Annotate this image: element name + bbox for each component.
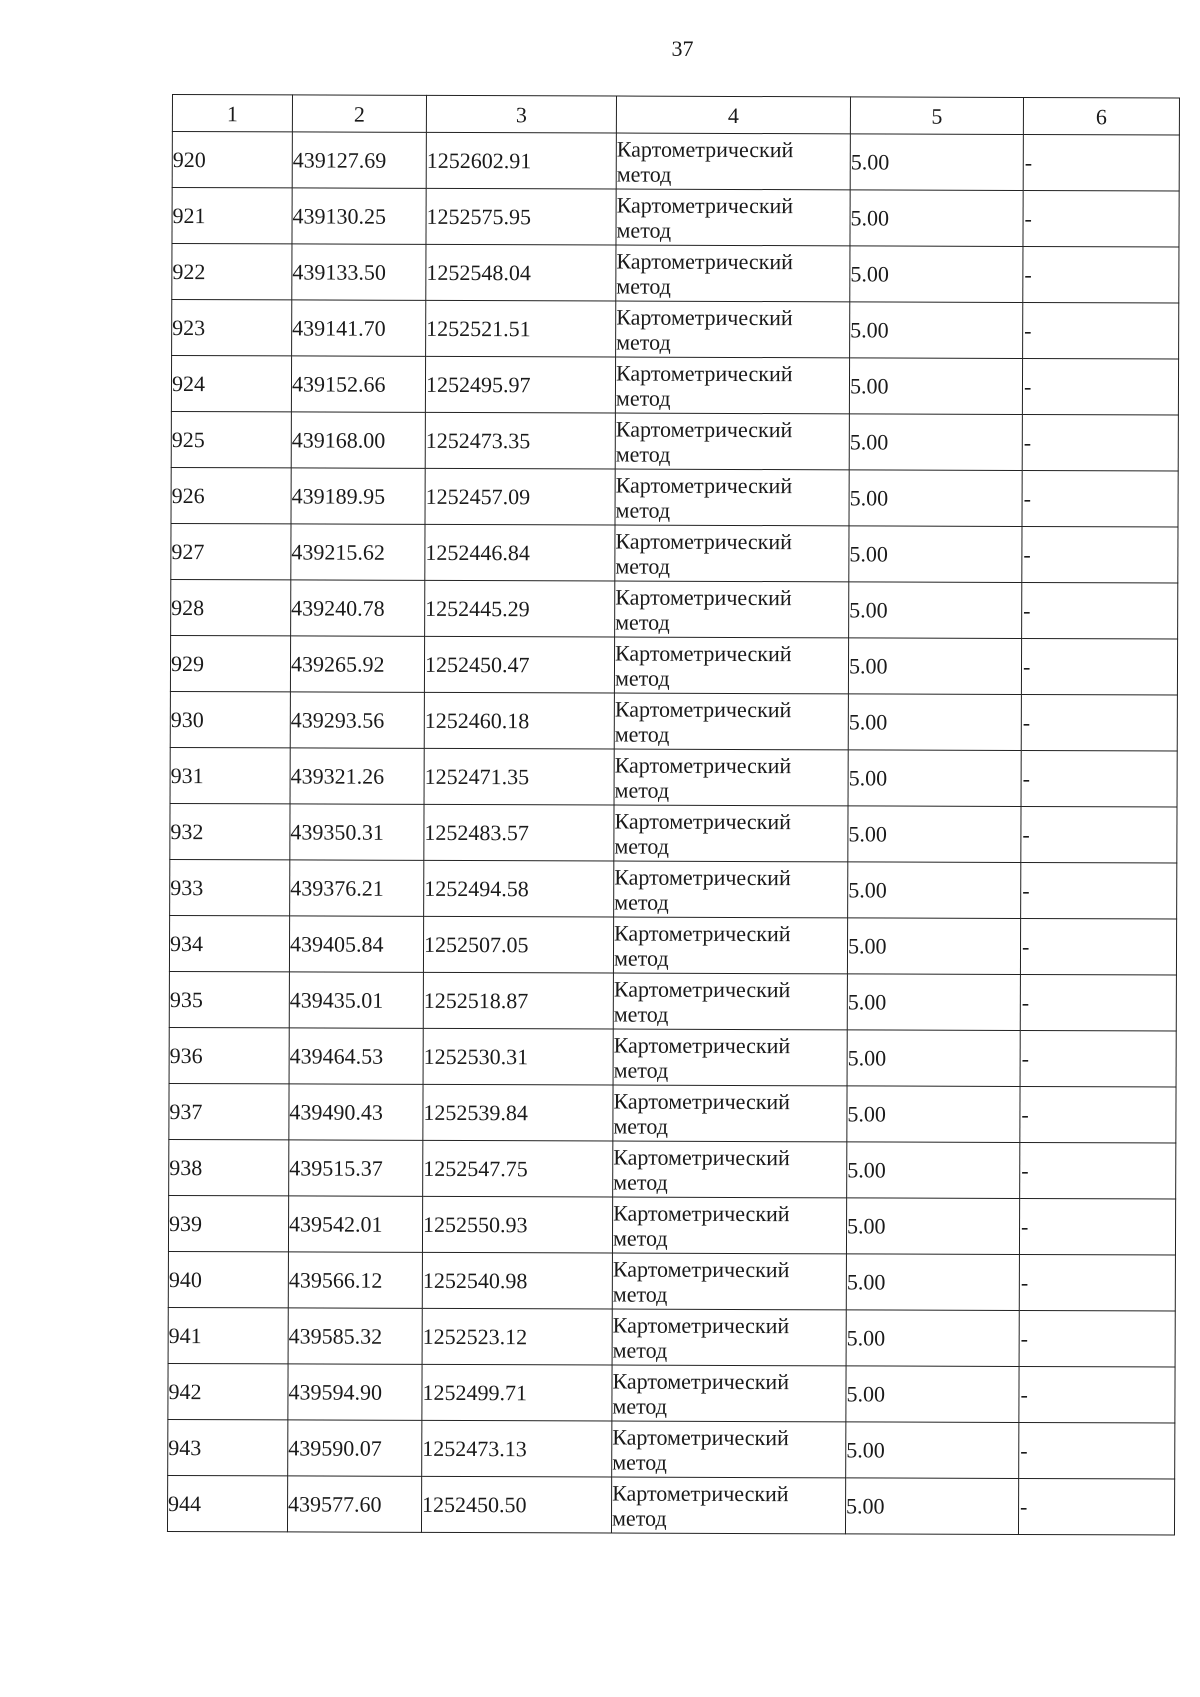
table-row bbox=[171, 523, 1178, 583]
accuracy-cell: 5.00 bbox=[848, 862, 1021, 919]
table-row bbox=[171, 467, 1178, 527]
table-row bbox=[171, 411, 1178, 471]
accuracy-cell: 5.00 bbox=[849, 526, 1022, 583]
table-row bbox=[168, 1307, 1175, 1367]
accuracy-cell: 5.00 bbox=[849, 358, 1022, 415]
note-cell: - bbox=[1019, 1310, 1175, 1367]
y-coordinate-cell: 1252471.35 bbox=[424, 748, 614, 805]
accuracy-cell: 5.00 bbox=[850, 190, 1023, 247]
note-cell: - bbox=[1022, 470, 1178, 527]
table-row bbox=[170, 803, 1177, 863]
note-cell: - bbox=[1020, 974, 1176, 1031]
note-cell: - bbox=[1021, 862, 1177, 919]
x-coordinate-cell: 439350.31 bbox=[290, 804, 424, 860]
y-coordinate-cell: 1252494.58 bbox=[424, 860, 614, 917]
y-coordinate-cell: 1252539.84 bbox=[423, 1084, 613, 1141]
note-cell: - bbox=[1022, 582, 1178, 639]
y-coordinate-cell: 1252550.93 bbox=[422, 1196, 612, 1253]
note-cell: - bbox=[1023, 302, 1179, 359]
note-cell: - bbox=[1022, 526, 1178, 583]
table-row bbox=[170, 859, 1177, 919]
point-number-cell: 936 bbox=[169, 1027, 289, 1083]
x-coordinate-cell: 439152.66 bbox=[291, 356, 425, 412]
y-coordinate-cell: 1252473.13 bbox=[422, 1420, 612, 1477]
table-row bbox=[172, 188, 1179, 248]
accuracy-cell: 5.00 bbox=[846, 1254, 1019, 1311]
x-coordinate-cell: 439293.56 bbox=[290, 692, 424, 748]
x-coordinate-cell: 439566.12 bbox=[288, 1252, 422, 1308]
table-row bbox=[172, 300, 1179, 360]
method-cell: Картометрический метод bbox=[613, 1029, 847, 1086]
y-coordinate-cell: 1252507.05 bbox=[423, 916, 613, 973]
note-cell: - bbox=[1021, 638, 1177, 695]
note-cell: - bbox=[1023, 246, 1179, 303]
table-row bbox=[167, 1475, 1174, 1535]
table-row bbox=[170, 635, 1177, 695]
x-coordinate-cell: 439590.07 bbox=[288, 1420, 422, 1476]
accuracy-cell: 5.00 bbox=[847, 918, 1020, 975]
point-number-cell: 944 bbox=[167, 1475, 287, 1531]
accuracy-cell: 5.00 bbox=[850, 302, 1023, 359]
method-cell: Картометрический метод bbox=[614, 637, 848, 694]
note-cell: - bbox=[1021, 806, 1177, 863]
x-coordinate-cell: 439542.01 bbox=[288, 1196, 422, 1252]
accuracy-cell: 5.00 bbox=[847, 1086, 1020, 1143]
point-number-cell: 939 bbox=[168, 1195, 288, 1251]
method-cell: Картометрический метод bbox=[614, 861, 848, 918]
point-number-cell: 929 bbox=[170, 635, 290, 691]
accuracy-cell: 5.00 bbox=[850, 246, 1023, 303]
table-row bbox=[169, 1139, 1176, 1199]
table-row bbox=[169, 1083, 1176, 1143]
note-cell: - bbox=[1018, 1478, 1174, 1535]
note-cell: - bbox=[1021, 694, 1177, 751]
x-coordinate-cell: 439215.62 bbox=[291, 524, 425, 580]
point-number-cell: 922 bbox=[172, 244, 292, 300]
y-coordinate-cell: 1252530.31 bbox=[423, 1028, 613, 1085]
note-cell: - bbox=[1020, 918, 1176, 975]
point-number-cell: 925 bbox=[171, 411, 291, 467]
method-cell: Картометрический метод bbox=[613, 1085, 847, 1142]
note-cell: - bbox=[1019, 1422, 1175, 1479]
method-cell: Картометрический метод bbox=[613, 973, 847, 1030]
method-cell: Картометрический метод bbox=[615, 525, 849, 582]
point-number-cell: 935 bbox=[169, 971, 289, 1027]
table-row bbox=[171, 356, 1178, 416]
point-number-cell: 934 bbox=[169, 915, 289, 971]
table-row bbox=[172, 244, 1179, 304]
x-coordinate-cell: 439141.70 bbox=[292, 300, 426, 356]
table-row bbox=[169, 1027, 1176, 1087]
accuracy-cell: 5.00 bbox=[849, 470, 1022, 527]
point-number-cell: 927 bbox=[171, 523, 291, 579]
table-row bbox=[169, 915, 1176, 975]
method-cell: Картометрический метод bbox=[611, 1477, 845, 1534]
point-number-cell: 932 bbox=[170, 803, 290, 859]
point-number-cell: 940 bbox=[168, 1251, 288, 1307]
accuracy-cell: 5.00 bbox=[847, 1142, 1020, 1199]
note-cell: - bbox=[1021, 750, 1177, 807]
x-coordinate-cell: 439133.50 bbox=[292, 244, 426, 300]
method-cell: Картометрический метод bbox=[612, 1421, 846, 1478]
accuracy-cell: 5.00 bbox=[847, 974, 1020, 1031]
x-coordinate-cell: 439376.21 bbox=[290, 860, 424, 916]
x-coordinate-cell: 439321.26 bbox=[290, 748, 424, 804]
point-number-cell: 933 bbox=[170, 859, 290, 915]
y-coordinate-cell: 1252540.98 bbox=[422, 1252, 612, 1309]
method-cell: Картометрический метод bbox=[615, 581, 849, 638]
method-cell: Картометрический метод bbox=[613, 1141, 847, 1198]
x-coordinate-cell: 439464.53 bbox=[289, 1028, 423, 1084]
column-header-3: 3 bbox=[426, 95, 616, 133]
x-coordinate-cell: 439490.43 bbox=[289, 1084, 423, 1140]
table-row bbox=[168, 1251, 1175, 1311]
x-coordinate-cell: 439127.69 bbox=[292, 132, 426, 188]
table-row bbox=[168, 1419, 1175, 1479]
x-coordinate-cell: 439130.25 bbox=[292, 188, 426, 244]
page-number: 37 bbox=[671, 36, 694, 61]
accuracy-cell: 5.00 bbox=[848, 638, 1021, 695]
y-coordinate-cell: 1252473.35 bbox=[425, 412, 615, 469]
table-row bbox=[170, 691, 1177, 751]
point-number-cell: 920 bbox=[172, 132, 292, 188]
method-cell: Картометрический метод bbox=[616, 245, 850, 302]
table-row bbox=[169, 971, 1176, 1031]
x-coordinate-cell: 439585.32 bbox=[288, 1308, 422, 1364]
x-coordinate-cell: 439515.37 bbox=[289, 1140, 423, 1196]
accuracy-cell: 5.00 bbox=[850, 134, 1023, 191]
y-coordinate-cell: 1252518.87 bbox=[423, 972, 613, 1029]
point-number-cell: 928 bbox=[171, 579, 291, 635]
table-row bbox=[170, 747, 1177, 807]
point-number-cell: 938 bbox=[169, 1139, 289, 1195]
table-row bbox=[168, 1363, 1175, 1423]
accuracy-cell: 5.00 bbox=[849, 414, 1022, 471]
y-coordinate-cell: 1252495.97 bbox=[425, 356, 615, 413]
note-cell: - bbox=[1019, 1366, 1175, 1423]
table-row bbox=[168, 1195, 1175, 1255]
accuracy-cell: 5.00 bbox=[848, 806, 1021, 863]
accuracy-cell: 5.00 bbox=[845, 1478, 1018, 1535]
point-number-cell: 924 bbox=[171, 356, 291, 412]
y-coordinate-cell: 1252602.91 bbox=[426, 132, 616, 189]
point-number-cell: 930 bbox=[170, 691, 290, 747]
note-cell: - bbox=[1022, 414, 1178, 471]
y-coordinate-cell: 1252547.75 bbox=[423, 1140, 613, 1197]
x-coordinate-cell: 439435.01 bbox=[289, 972, 423, 1028]
point-number-cell: 923 bbox=[172, 300, 292, 356]
accuracy-cell: 5.00 bbox=[846, 1198, 1019, 1255]
y-coordinate-cell: 1252446.84 bbox=[425, 524, 615, 581]
method-cell: Картометрический метод bbox=[614, 693, 848, 750]
y-coordinate-cell: 1252548.04 bbox=[426, 244, 616, 301]
column-header-4: 4 bbox=[616, 96, 850, 134]
point-number-cell: 926 bbox=[171, 467, 291, 523]
x-coordinate-cell: 439265.92 bbox=[290, 636, 424, 692]
x-coordinate-cell: 439405.84 bbox=[289, 916, 423, 972]
method-cell: Картометрический метод bbox=[616, 301, 850, 358]
method-cell: Картометрический метод bbox=[614, 805, 848, 862]
note-cell: - bbox=[1020, 1030, 1176, 1087]
method-cell: Картометрический метод bbox=[615, 413, 849, 470]
accuracy-cell: 5.00 bbox=[848, 694, 1021, 751]
table-row bbox=[172, 132, 1179, 192]
accuracy-cell: 5.00 bbox=[846, 1366, 1019, 1423]
method-cell: Картометрический метод bbox=[612, 1253, 846, 1310]
column-header-2: 2 bbox=[292, 95, 426, 132]
accuracy-cell: 5.00 bbox=[849, 582, 1022, 639]
method-cell: Картометрический метод bbox=[616, 133, 850, 190]
note-cell: - bbox=[1019, 1254, 1175, 1311]
y-coordinate-cell: 1252521.51 bbox=[426, 300, 616, 357]
y-coordinate-cell: 1252450.50 bbox=[421, 1476, 611, 1533]
point-number-cell: 943 bbox=[168, 1419, 288, 1475]
column-header-5: 5 bbox=[850, 97, 1023, 135]
note-cell: - bbox=[1020, 1086, 1176, 1143]
y-coordinate-cell: 1252457.09 bbox=[425, 468, 615, 525]
x-coordinate-cell: 439189.95 bbox=[291, 468, 425, 524]
y-coordinate-cell: 1252499.71 bbox=[422, 1364, 612, 1421]
y-coordinate-cell: 1252460.18 bbox=[424, 692, 614, 749]
x-coordinate-cell: 439577.60 bbox=[287, 1476, 421, 1532]
x-coordinate-cell: 439594.90 bbox=[288, 1364, 422, 1420]
point-number-cell: 942 bbox=[168, 1363, 288, 1419]
method-cell: Картометрический метод bbox=[615, 357, 849, 414]
method-cell: Картометрический метод bbox=[616, 189, 850, 246]
y-coordinate-cell: 1252483.57 bbox=[424, 804, 614, 861]
table-body bbox=[167, 132, 1179, 1536]
point-number-cell: 937 bbox=[169, 1083, 289, 1139]
note-cell: - bbox=[1022, 358, 1178, 415]
accuracy-cell: 5.00 bbox=[846, 1310, 1019, 1367]
method-cell: Картометрический метод bbox=[612, 1365, 846, 1422]
y-coordinate-cell: 1252575.95 bbox=[426, 188, 616, 245]
x-coordinate-cell: 439240.78 bbox=[291, 580, 425, 636]
method-cell: Картометрический метод bbox=[612, 1309, 846, 1366]
x-coordinate-cell: 439168.00 bbox=[291, 412, 425, 468]
table-row bbox=[171, 579, 1178, 639]
note-cell: - bbox=[1020, 1142, 1176, 1199]
point-number-cell: 931 bbox=[170, 747, 290, 803]
note-cell: - bbox=[1023, 190, 1179, 247]
point-number-cell: 941 bbox=[168, 1307, 288, 1363]
method-cell: Картометрический метод bbox=[612, 1197, 846, 1254]
note-cell: - bbox=[1023, 134, 1179, 191]
y-coordinate-cell: 1252445.29 bbox=[425, 580, 615, 637]
point-number-cell: 921 bbox=[172, 188, 292, 244]
accuracy-cell: 5.00 bbox=[847, 1030, 1020, 1087]
table-header-row bbox=[172, 95, 1179, 136]
method-cell: Картометрический метод bbox=[615, 469, 849, 526]
coordinates-table bbox=[167, 94, 1180, 1536]
method-cell: Картометрический метод bbox=[614, 749, 848, 806]
method-cell: Картометрический метод bbox=[613, 917, 847, 974]
y-coordinate-cell: 1252523.12 bbox=[422, 1308, 612, 1365]
column-header-1: 1 bbox=[172, 95, 292, 132]
accuracy-cell: 5.00 bbox=[848, 750, 1021, 807]
accuracy-cell: 5.00 bbox=[846, 1422, 1019, 1479]
column-header-6: 6 bbox=[1023, 97, 1179, 135]
y-coordinate-cell: 1252450.47 bbox=[424, 636, 614, 693]
note-cell: - bbox=[1019, 1198, 1175, 1255]
